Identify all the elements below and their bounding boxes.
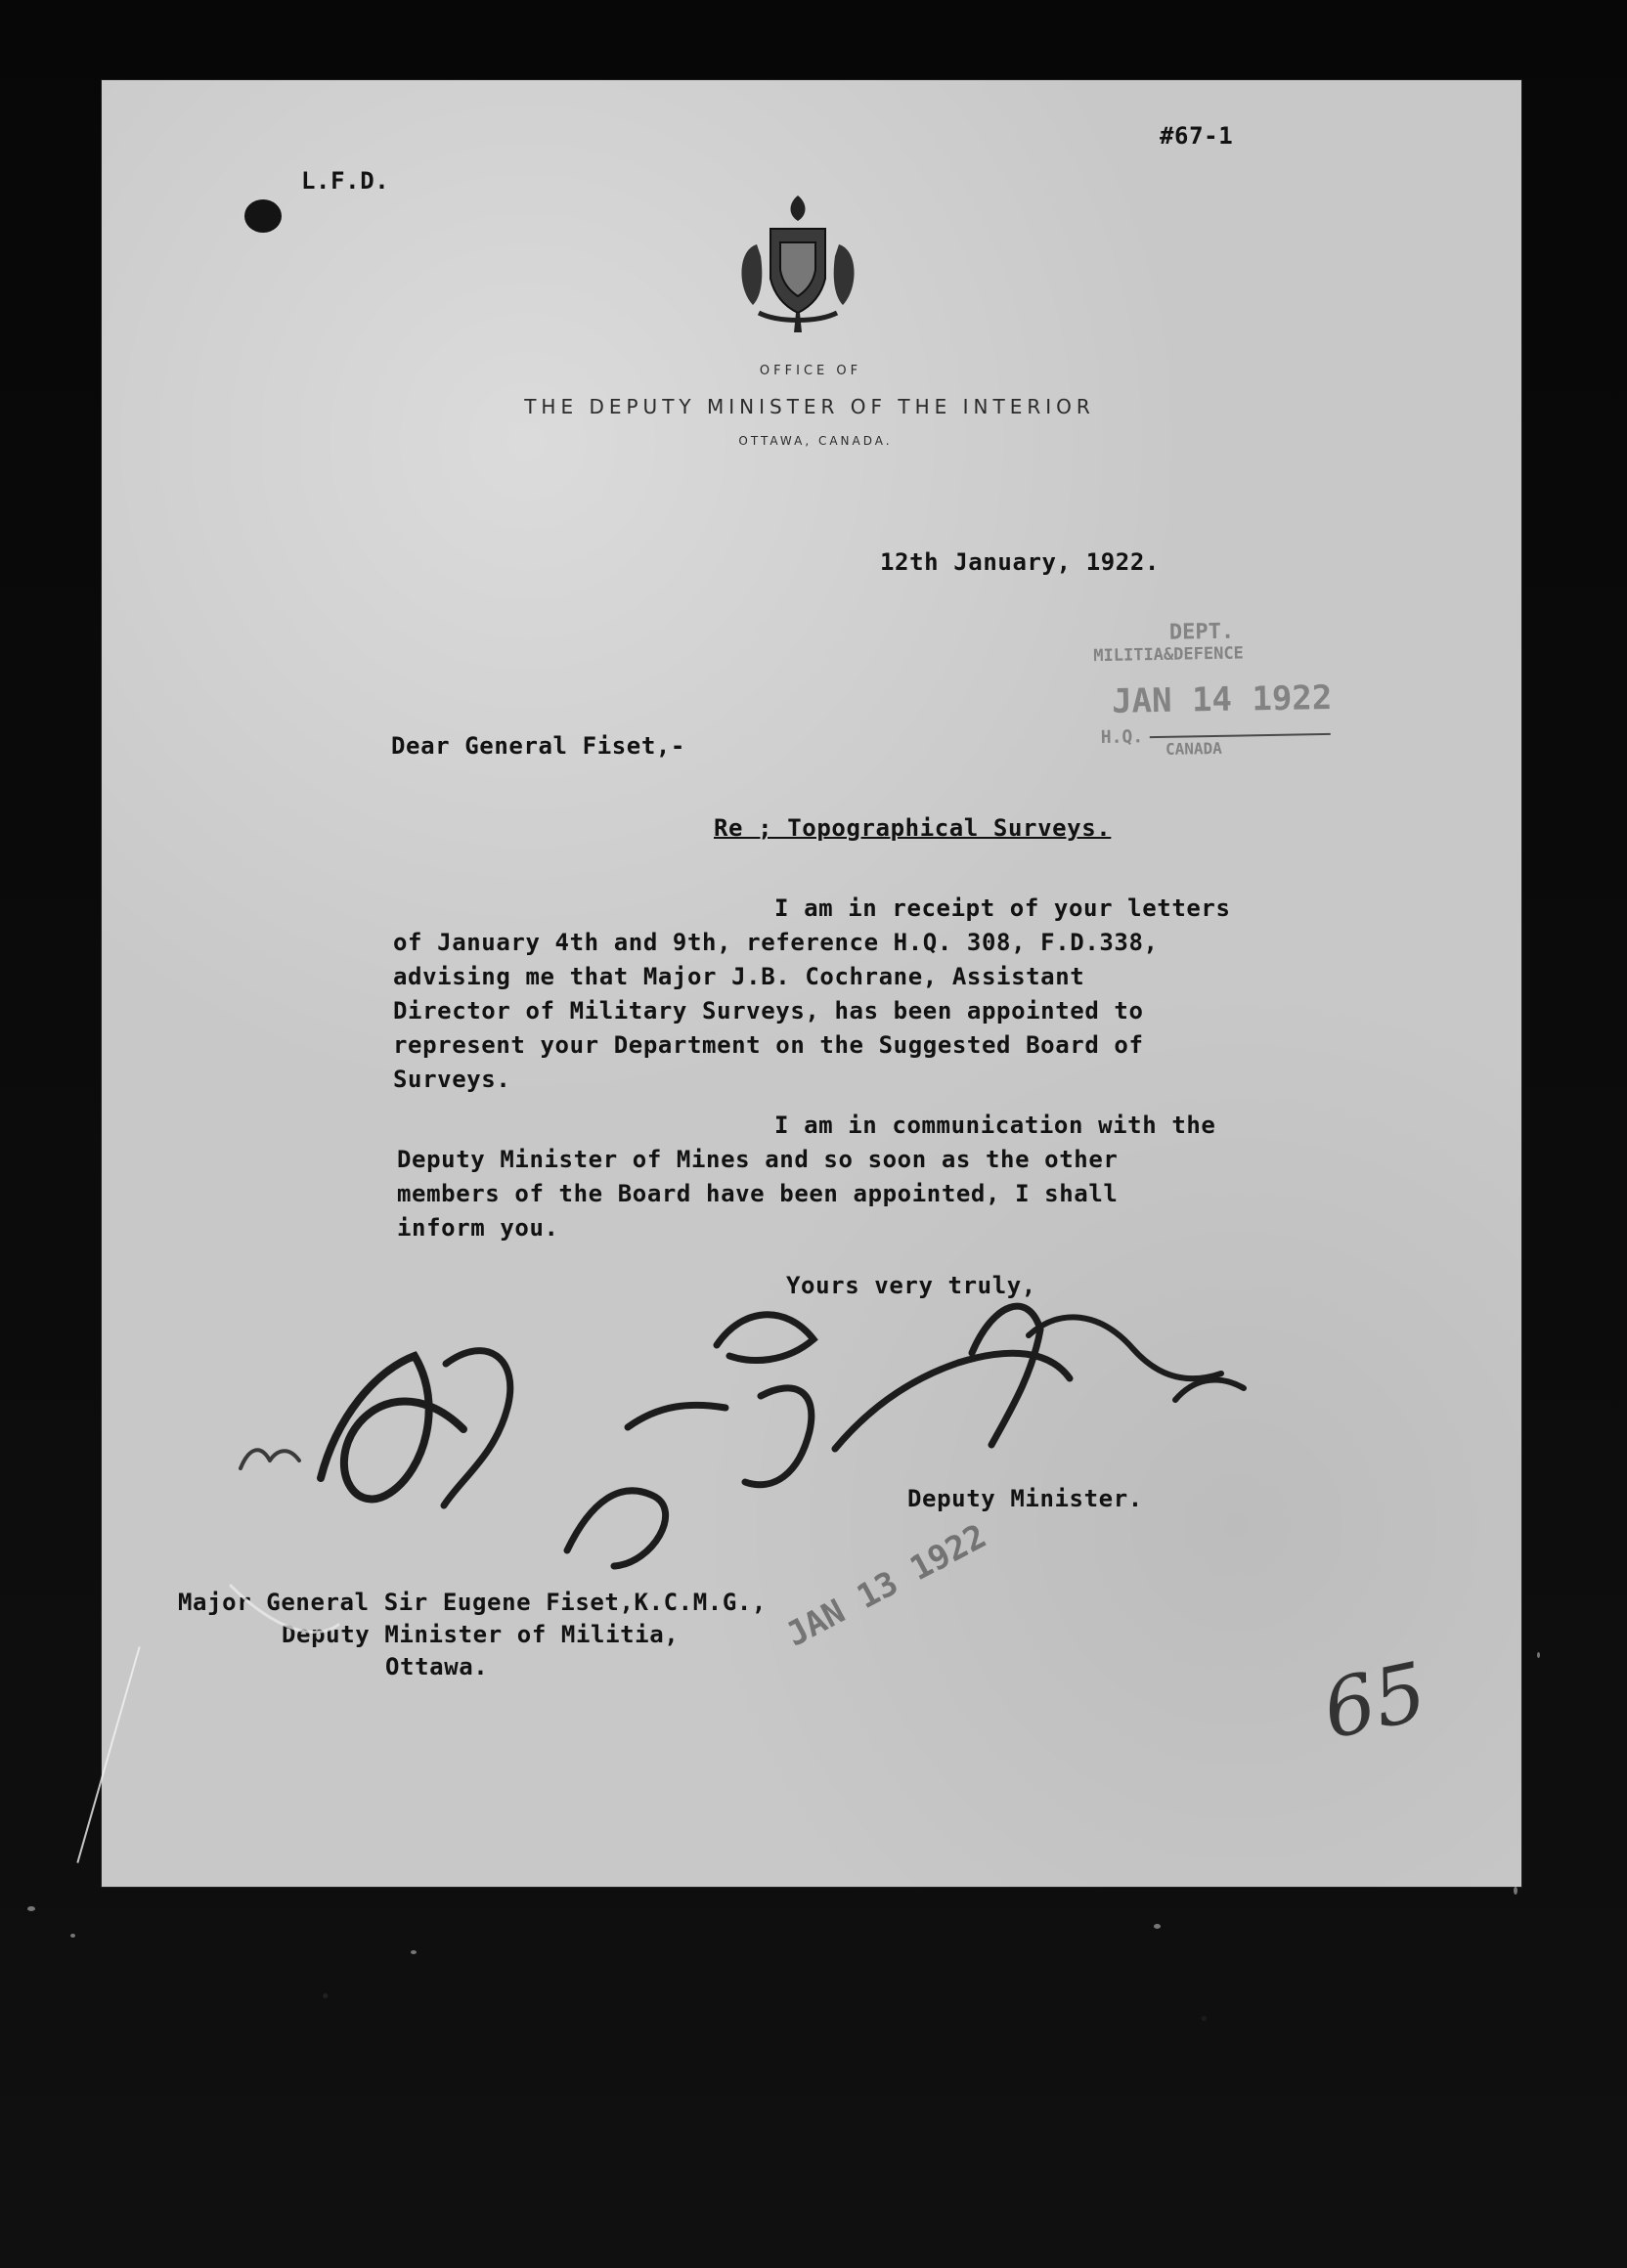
addressee-line2: Deputy Minister of Militia, — [282, 1621, 680, 1648]
letter-paper — [102, 80, 1521, 1887]
handwritten-annotations — [209, 1263, 1314, 1713]
received-stamp-line2: MILITIA&DEFENCE — [1093, 643, 1245, 667]
body-paragraph-1-line3: advising me that Major J.B. Cochrane, Assistant — [393, 963, 1085, 990]
body-paragraph-1-line2: of January 4th and 9th, reference H.Q. 308, F.D.338, — [393, 929, 1159, 956]
subject-line: Re ; Topographical Surveys. — [714, 814, 1112, 842]
letter-date: 12th January, 1922. — [880, 548, 1160, 576]
scan-speck — [1514, 1887, 1517, 1895]
body-paragraph-1-line5: represent your Department on the Suggested Board of — [393, 1031, 1144, 1059]
salutation: Dear General Fiset,- — [391, 732, 685, 760]
letterhead-location: OTTAWA, CANADA. — [738, 434, 893, 448]
initials: L.F.D. — [301, 167, 390, 195]
ink-blot — [244, 199, 282, 233]
scan-speck — [70, 1934, 75, 1938]
body-paragraph-1-line1: I am in receipt of your letters — [774, 894, 1231, 922]
closing: Yours very truly, — [786, 1272, 1036, 1299]
letterhead-office-of: OFFICE OF — [759, 364, 862, 378]
received-stamp — [1093, 618, 1336, 768]
received-stamp-line1: DEPT. — [1168, 619, 1235, 645]
coat-of-arms-emblem — [720, 186, 876, 332]
body-paragraph-2-line4: inform you. — [397, 1214, 559, 1242]
scan-scratch — [76, 1646, 140, 1863]
signature-title: Deputy Minister. — [907, 1485, 1143, 1512]
body-paragraph-2-line2: Deputy Minister of Mines and so soon as the other — [397, 1146, 1119, 1173]
received-stamp-rule — [1150, 733, 1331, 738]
addressee-line1: Major General Sir Eugene Fiset,K.C.M.G., — [178, 1589, 767, 1616]
received-stamp-line3: JAN 14 1922 — [1111, 677, 1333, 721]
addressee-line3: Ottawa. — [385, 1653, 489, 1680]
letterhead-department: THE DEPUTY MINISTER OF THE INTERIOR — [524, 395, 1095, 418]
received-stamp-line5: CANADA — [1165, 738, 1222, 759]
lower-date-stamp: JAN 13 1922 — [779, 1516, 993, 1655]
pencil-page-number: 65 — [1315, 1645, 1434, 1758]
scan-speck — [1537, 1652, 1540, 1658]
scan-speck — [411, 1950, 417, 1954]
scan-speck — [27, 1906, 35, 1911]
body-paragraph-2-line3: members of the Board have been appointed, I shall — [397, 1180, 1119, 1207]
body-paragraph-2-line1: I am in communication with the — [774, 1112, 1216, 1139]
body-paragraph-1-line4: Director of Military Surveys, has been appointed to — [393, 997, 1144, 1025]
received-stamp-line4: H.Q. — [1100, 726, 1144, 749]
file-number: #67-1 — [1160, 122, 1234, 150]
body-paragraph-1-line6: Surveys. — [393, 1066, 511, 1093]
scan-speck — [1154, 1924, 1161, 1929]
